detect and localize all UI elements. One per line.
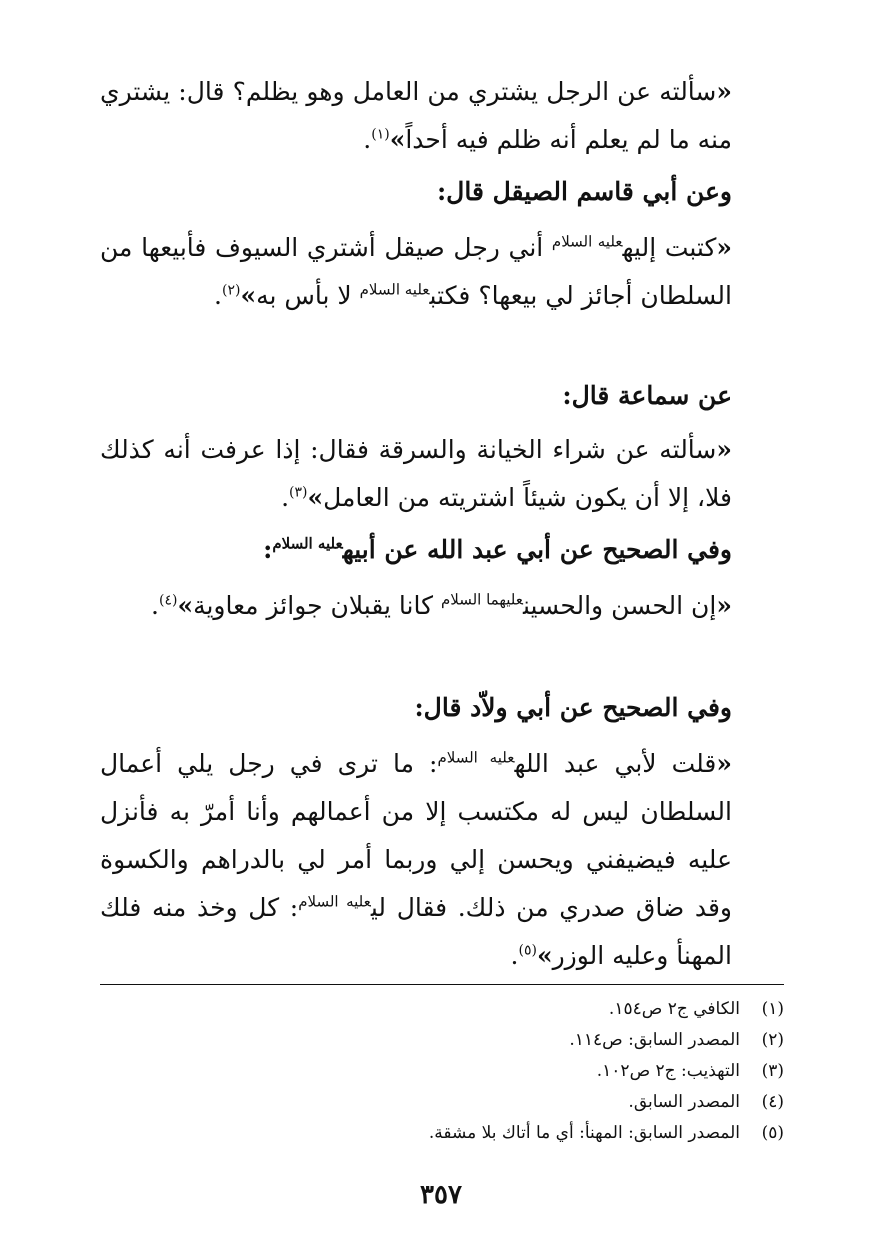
footnote-ref-5: (٥) [518, 942, 537, 959]
quote-text: سألته عن الرجل يشتري من العامل وهو يظلم؟ قال: يشتري منه ما لم يعلم أنه ظلم فيه أحداً [100, 77, 732, 154]
quote-text-a: إن الحسن والحسين [522, 591, 717, 620]
honorific-salutation: عليه السلام [298, 892, 371, 911]
footnote-2 [100, 1025, 784, 1056]
footnote-number: (٥) [761, 1123, 784, 1143]
footnote-separator [100, 984, 784, 985]
intro-abi-wallad: وفي الصحيح عن أبي ولاّد قال: [414, 693, 732, 722]
page-number: ٣٥٧ [420, 1180, 462, 1210]
footnote-text: المصدر السابق: المهنأ: أي ما أتاك بلا مشقة. [428, 1123, 740, 1143]
close-quote-mark: » [307, 483, 324, 512]
open-quote-mark: « [716, 435, 732, 464]
close-quote-mark: » [389, 125, 406, 154]
footnote-text: التهذيب: ج٢ ص١٠٢. [596, 1061, 740, 1081]
quote-text-c: : كل وخذ منه فلك المهنأ وعليه الوزر [100, 893, 732, 970]
footnote-number: (٢) [761, 1030, 784, 1050]
honorific-salutation: عليه السلام [437, 748, 515, 767]
footnote-ref-4: (٤) [158, 592, 178, 609]
footnote-text: المصدر السابق: ص١١٤. [569, 1030, 740, 1050]
footnote-number: (١) [761, 999, 784, 1019]
honorific-salutation: عليهما السلام [440, 590, 523, 609]
quote-text: سألته عن شراء الخيانة والسرقة فقال: إذا عرفت أنه كذلك فلا، إلا أن يكون شيئاً اشتريته من العامل [100, 435, 732, 512]
open-quote-mark: « [716, 233, 732, 262]
footnote-1 [100, 994, 784, 1025]
period: . [151, 591, 159, 620]
quote-2 [100, 224, 732, 320]
footnote-text: الكافي ج٢ ص١٥٤. [608, 999, 740, 1019]
honorific-salutation: عليه السلام [272, 534, 343, 553]
intro-abi-qasim: وعن أبي قاسم الصيقل قال: [436, 177, 732, 206]
footnote-ref-2: (٢) [221, 282, 241, 299]
quote-1 [100, 68, 732, 164]
close-quote-mark: » [240, 281, 257, 310]
quote-text-a: قلت لأبي عبد الله [514, 749, 717, 778]
quote-text-b: : ما ترى في رجل يلي أعمال السلطان ليس له مكتسب إلا من أعمالهم وأنا أمرّ به فأنزل عليه فيضيفني ويحسن إلي وربما أمر لي بالدراهم والكسوة وقد ضاق صدري من ذلك. فقال لي [100, 749, 732, 922]
intro-samaa: عن سماعة قال: [562, 381, 732, 410]
intro-colon: : [263, 535, 273, 564]
quote-4 [100, 582, 732, 630]
footnote-ref-1: (١) [371, 126, 390, 143]
honorific-salutation: عليه السلام [551, 232, 623, 251]
footnote-5 [100, 1118, 784, 1149]
footnote-number: (٤) [761, 1092, 784, 1112]
open-quote-mark: « [716, 77, 732, 106]
open-quote-mark: « [716, 591, 732, 620]
quote-5 [100, 740, 732, 980]
close-quote-mark: » [536, 941, 553, 970]
period: . [510, 941, 519, 970]
footnote-ref-3: (٣) [289, 484, 308, 501]
period: . [363, 125, 372, 154]
intro-sahih-abi-abdillah [100, 530, 732, 570]
open-quote-mark: « [716, 749, 732, 778]
quote-text-b: أني رجل صيقل أشتري السيوف فأبيعها من السلطان أجائز لي بيعها؟ فكتب [100, 233, 732, 310]
quote-text-c: لا بأس به [256, 281, 360, 310]
honorific-salutation: عليه السلام [359, 280, 430, 299]
close-quote-mark: » [177, 591, 194, 620]
quote-text-b: كانا يقبلان جوائز معاوية [193, 591, 441, 620]
quote-3 [100, 426, 732, 522]
footnote-3 [100, 1056, 784, 1087]
intro-text: وفي الصحيح عن أبي عبد الله عن أبيه [342, 535, 732, 564]
footnote-number: (٣) [761, 1061, 784, 1081]
period: . [214, 281, 222, 310]
footnote-4 [100, 1087, 784, 1118]
footnotes [100, 994, 784, 1149]
quote-text-a: كتبت إليه [622, 233, 717, 262]
footnote-text: المصدر السابق. [628, 1092, 740, 1112]
period: . [281, 483, 290, 512]
